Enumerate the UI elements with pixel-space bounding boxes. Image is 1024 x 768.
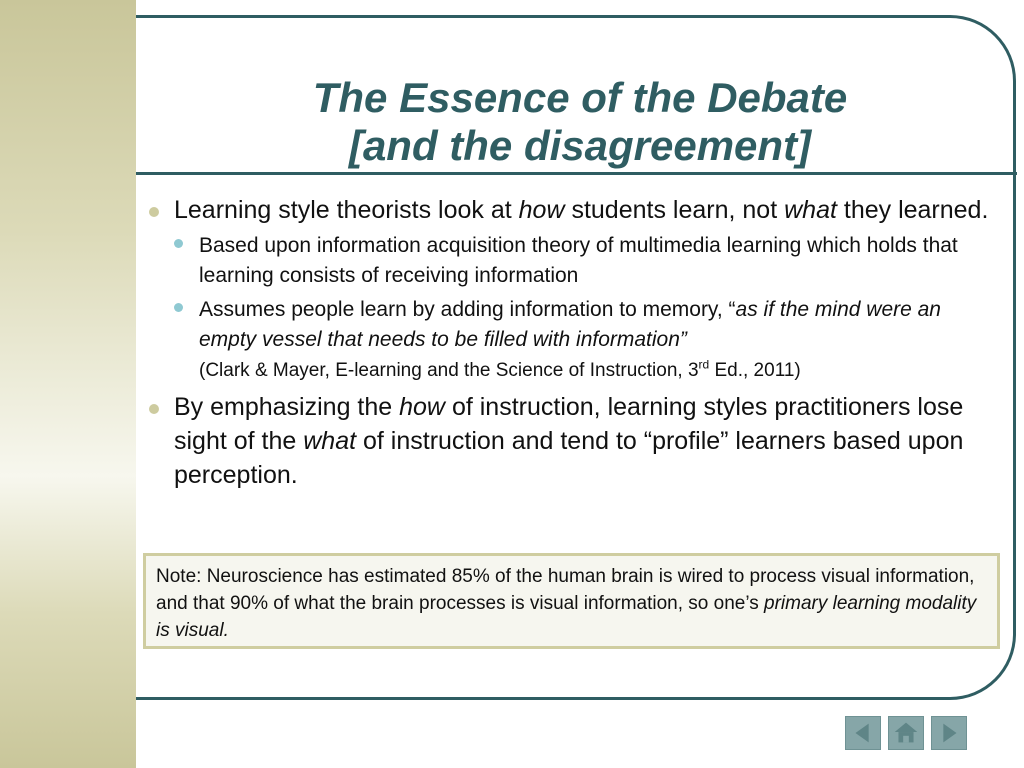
citation-text: Ed., 2011) — [709, 360, 801, 381]
note-box — [143, 553, 1000, 649]
bullet-text: of instruction and tend to “profile” learners based upon perception. — [174, 427, 964, 489]
home-icon — [889, 717, 923, 749]
bullet-item-2 — [146, 390, 996, 492]
arrow-right-icon — [932, 717, 966, 749]
home-button[interactable] — [888, 716, 924, 750]
bullet-emphasis: what — [303, 427, 357, 455]
sub-bullet-item-1 — [146, 231, 996, 291]
sub-bullet-text: Assumes people learn by adding information to memory, “ — [199, 298, 736, 321]
sub-bullet-quote: as if the mind were an empty vessel that needs to be filled with information” — [199, 298, 941, 351]
citation — [199, 357, 801, 381]
slide-title — [150, 74, 1010, 170]
bullet-text: By emphasizing the — [174, 393, 400, 421]
bullet-dot-icon — [149, 404, 159, 414]
sub-bullet-text: Based upon information acquisition theory of multimedia learning which holds that learning consists of receiving information — [199, 234, 958, 287]
citation-text: (Clark & Mayer, E-learning and the Science of Instruction, 3 — [199, 360, 699, 381]
title-line-1: The Essence of the Debate — [312, 74, 848, 121]
sub-bullet-dot-icon — [174, 239, 183, 248]
citation-superscript: rd — [698, 357, 710, 372]
bullet-text: they learned. — [836, 196, 989, 224]
bullet-emphasis: what — [784, 196, 837, 224]
bullet-text: students learn, not — [564, 196, 785, 224]
title-line-2: [and the disagreement] — [348, 122, 812, 169]
bullet-emphasis: how — [518, 196, 565, 224]
bullet-item-1 — [146, 193, 996, 227]
arrow-left-icon — [846, 717, 880, 749]
sub-bullet-item-2 — [146, 295, 996, 386]
bullet-text: Learning style theorists look at — [174, 196, 519, 224]
bullet-list — [146, 193, 996, 496]
bullet-dot-icon — [149, 207, 159, 217]
note-text: Note: Neuroscience has estimated 85% of the human brain is wired to process visual information, and that 90% of what the brain processes is visual information, so one’s — [156, 566, 975, 614]
note-emphasis: primary learning modality is visual. — [156, 593, 977, 641]
previous-slide-button[interactable] — [845, 716, 881, 750]
left-decorative-band — [0, 0, 136, 768]
next-slide-button[interactable] — [931, 716, 967, 750]
sub-bullet-dot-icon — [174, 303, 183, 312]
bullet-emphasis: how — [399, 393, 445, 421]
bullet-text: of instruction, learning styles practitioners lose sight of the — [174, 393, 964, 455]
title-divider — [136, 172, 1017, 175]
